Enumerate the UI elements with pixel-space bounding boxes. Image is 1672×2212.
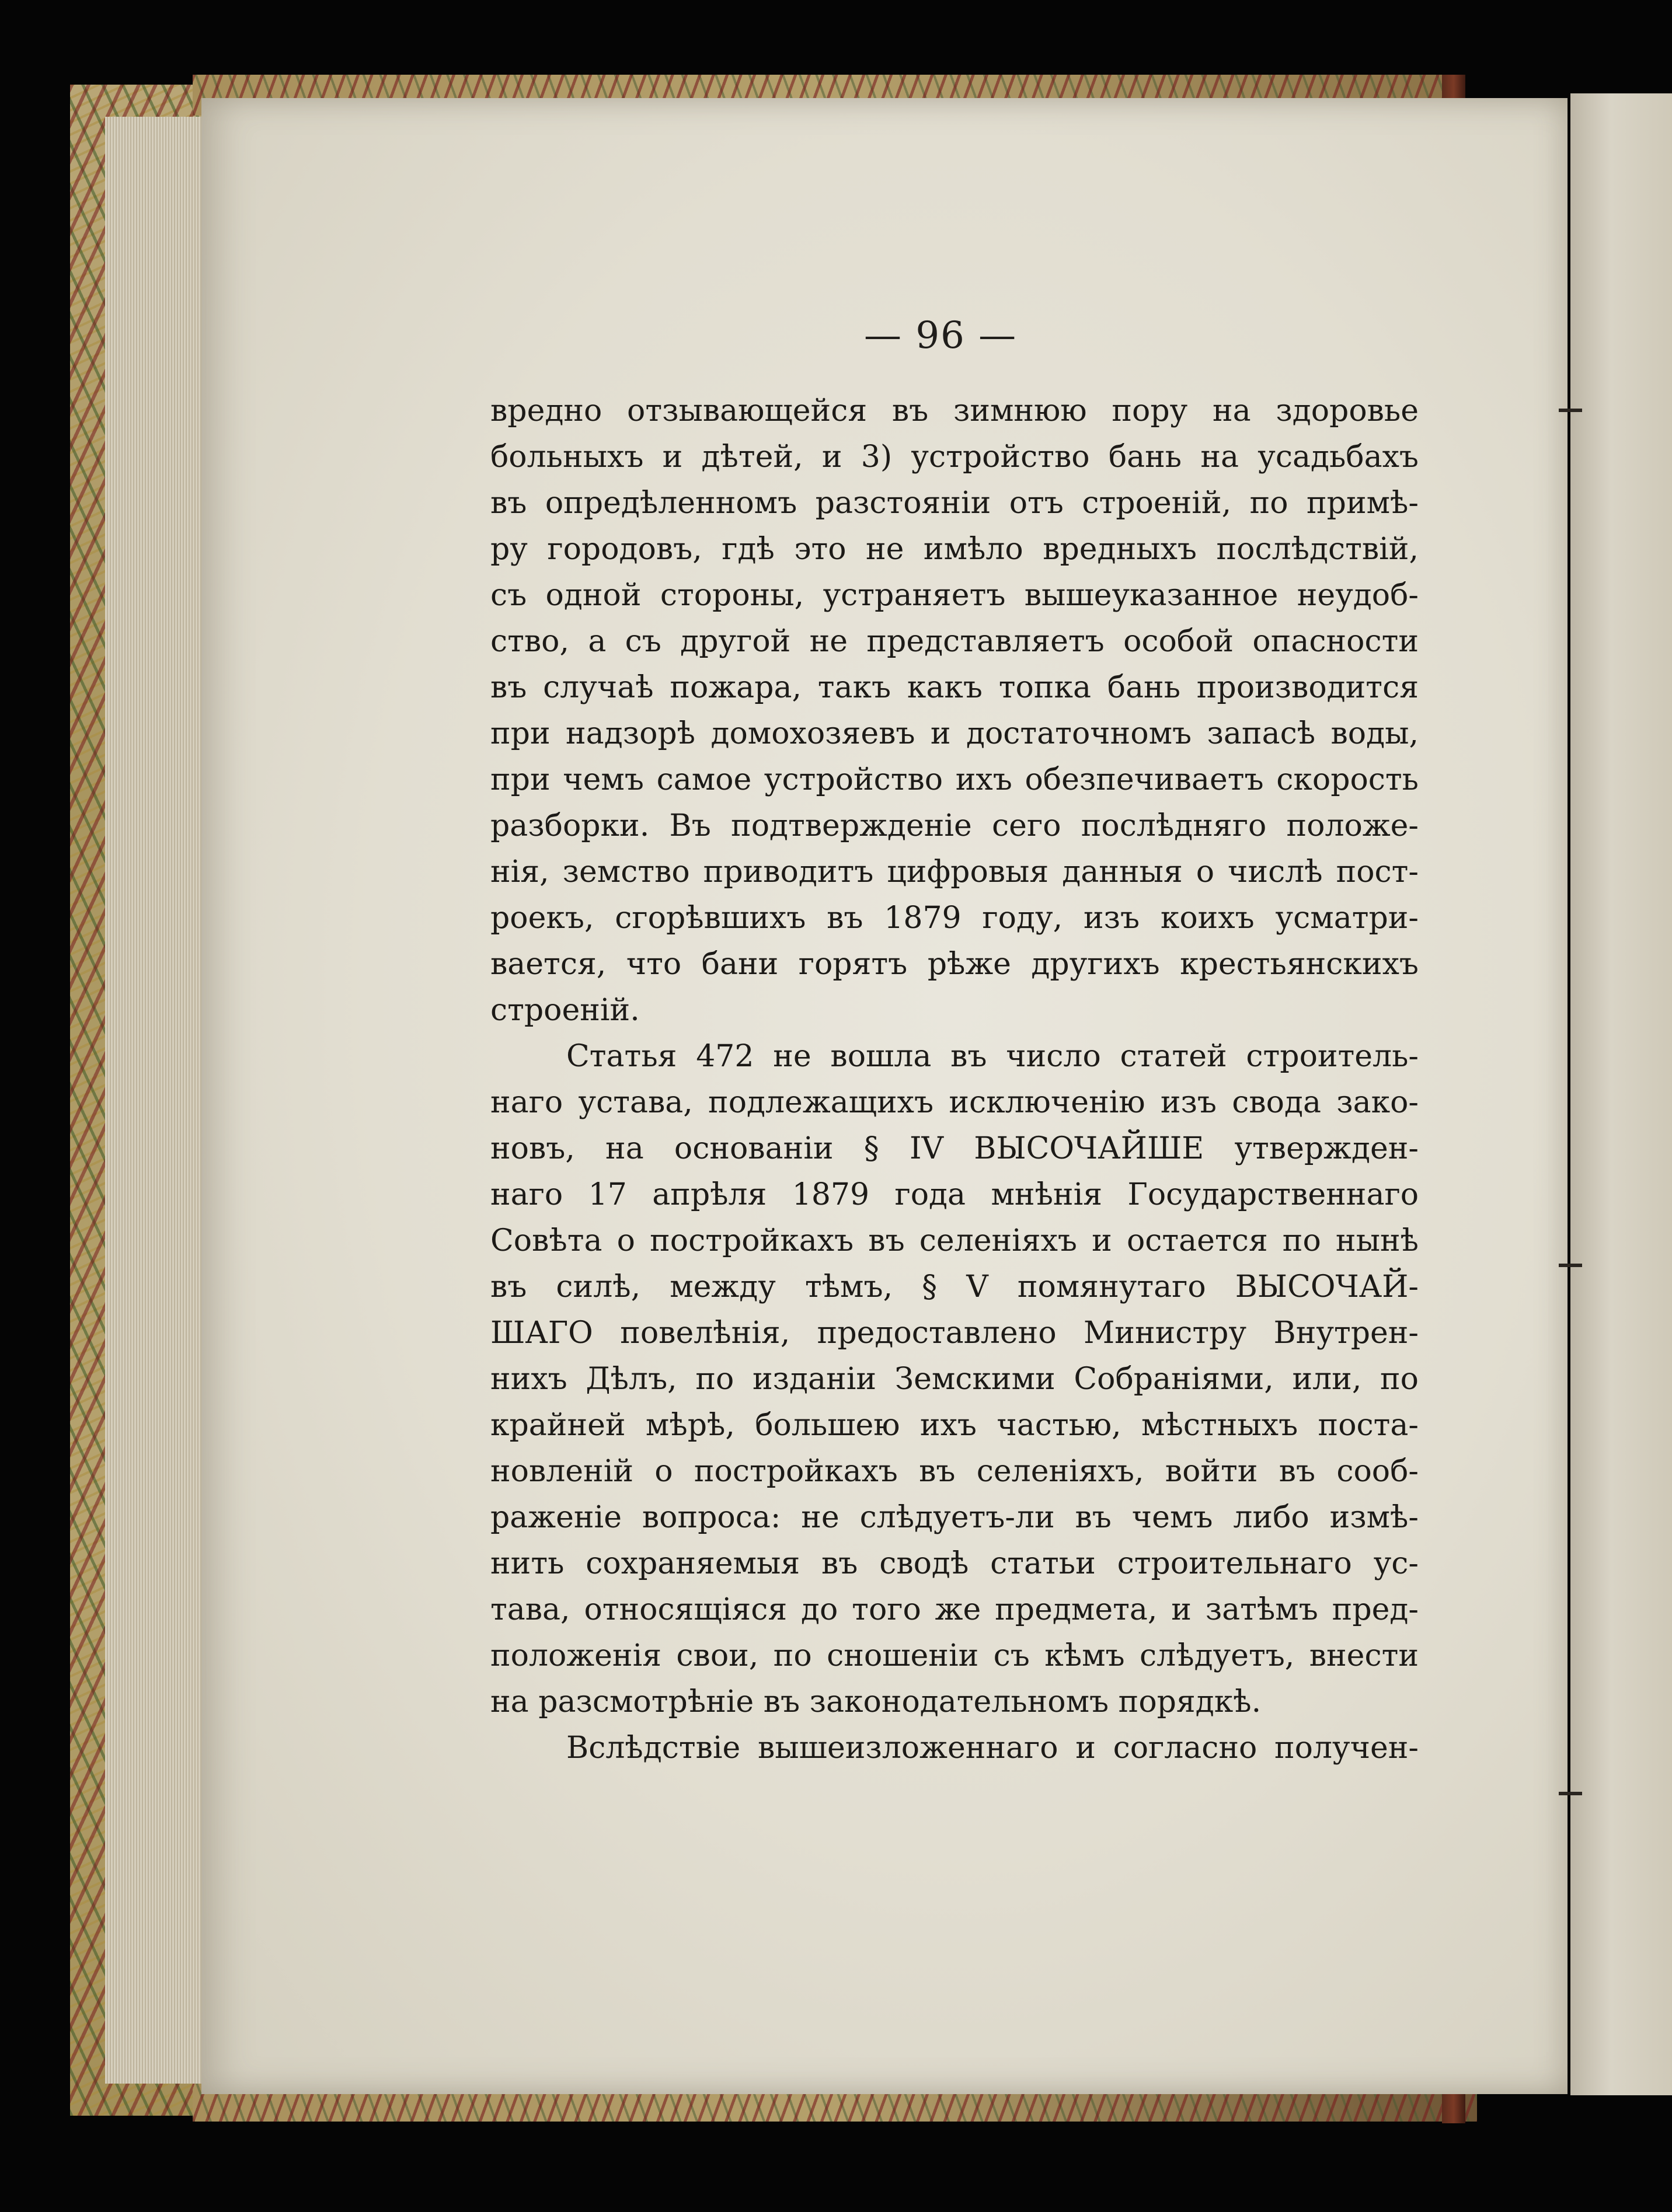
text-line: новъ, на основаніи § IV ВЫСОЧАЙШЕ утвержден- xyxy=(490,1131,1419,1166)
text-line: въ силѣ, между тѣмъ, § V помянутаго ВЫСОЧАЙ- xyxy=(490,1269,1419,1304)
text-line: Совѣта о постройкахъ въ селеніяхъ и остается по нынѣ xyxy=(490,1223,1419,1258)
text-line: на разсмотрѣніе въ законодательномъ порядкѣ. xyxy=(490,1684,1262,1719)
text-line: раженіе вопроса: не слѣдуетъ-ли въ чемъ либо измѣ- xyxy=(490,1500,1419,1535)
text-line: при надзорѣ домохозяевъ и достаточномъ запасѣ воды, xyxy=(490,716,1419,751)
text-line: съ одной стороны, устраняетъ вышеуказанное неудоб- xyxy=(490,578,1419,613)
text-line: ру городовъ, гдѣ это не имѣло вредныхъ послѣдствій, xyxy=(490,532,1419,567)
page-tab-mark xyxy=(1559,1792,1582,1795)
text-line: наго устава, подлежащихъ исключенію изъ свода зако- xyxy=(490,1085,1419,1120)
text-line: положенія свои, по сношеніи съ кѣмъ слѣдуетъ, внести xyxy=(490,1638,1419,1673)
text-line: въ опредѣленномъ разстояніи отъ строеній, по примѣ- xyxy=(490,486,1419,521)
body-text xyxy=(490,388,1419,1771)
text-line: крайней мѣрѣ, большею ихъ частью, мѣстныхъ поста- xyxy=(490,1408,1419,1443)
page-number: — 96 — xyxy=(864,314,1018,357)
text-line: тава, относящіяся до того же предмета, и затѣмъ пред- xyxy=(490,1592,1419,1627)
text-line: наго 17 апрѣля 1879 года мнѣнія Государственнаго xyxy=(490,1177,1419,1212)
page-edges xyxy=(105,117,210,2084)
text-line: Статья 472 не вошла въ число статей строитель- xyxy=(566,1039,1419,1074)
text-line: новленій о постройкахъ въ селеніяхъ, войти въ сооб- xyxy=(490,1454,1419,1489)
text-line: нихъ Дѣлъ, по изданіи Земскими Собраніями, или, по xyxy=(490,1362,1419,1397)
text-line: больныхъ и дѣтей, и 3) устройство бань на усадьбахъ xyxy=(490,439,1419,475)
text-line: вается, что бани горятъ рѣже другихъ крестьянскихъ xyxy=(490,947,1419,982)
text-line: разборки. Въ подтвержденіе сего послѣдняго положе- xyxy=(490,808,1419,843)
text-line: ШАГО повелѣнія, предоставлено Министру Внутрен- xyxy=(490,1316,1419,1351)
text-line: вредно отзывающейся въ зимнюю пору на здоровье xyxy=(490,393,1419,428)
page-tab-mark xyxy=(1559,409,1582,412)
text-line: роекъ, сгорѣвшихъ въ 1879 году, изъ коихъ усматри- xyxy=(490,901,1419,936)
text-line: нія, земство приводитъ цифровыя данныя о числѣ пост- xyxy=(490,854,1419,889)
text-line: строеній. xyxy=(490,993,640,1028)
page-tab-mark xyxy=(1559,1264,1582,1267)
text-line: ство, а съ другой не представляетъ особой опасности xyxy=(490,624,1419,659)
text-line: Вслѣдствіе вышеизложеннаго и согласно получен- xyxy=(566,1730,1419,1766)
text-line: при чемъ самое устройство ихъ обезпечиваетъ скорость xyxy=(490,762,1419,797)
text-line: нить сохраняемыя въ сводѣ статьи строительнаго ус- xyxy=(490,1546,1419,1581)
next-page-edge xyxy=(1570,93,1672,2095)
text-line: въ случаѣ пожара, такъ какъ топка бань производится xyxy=(490,670,1419,705)
